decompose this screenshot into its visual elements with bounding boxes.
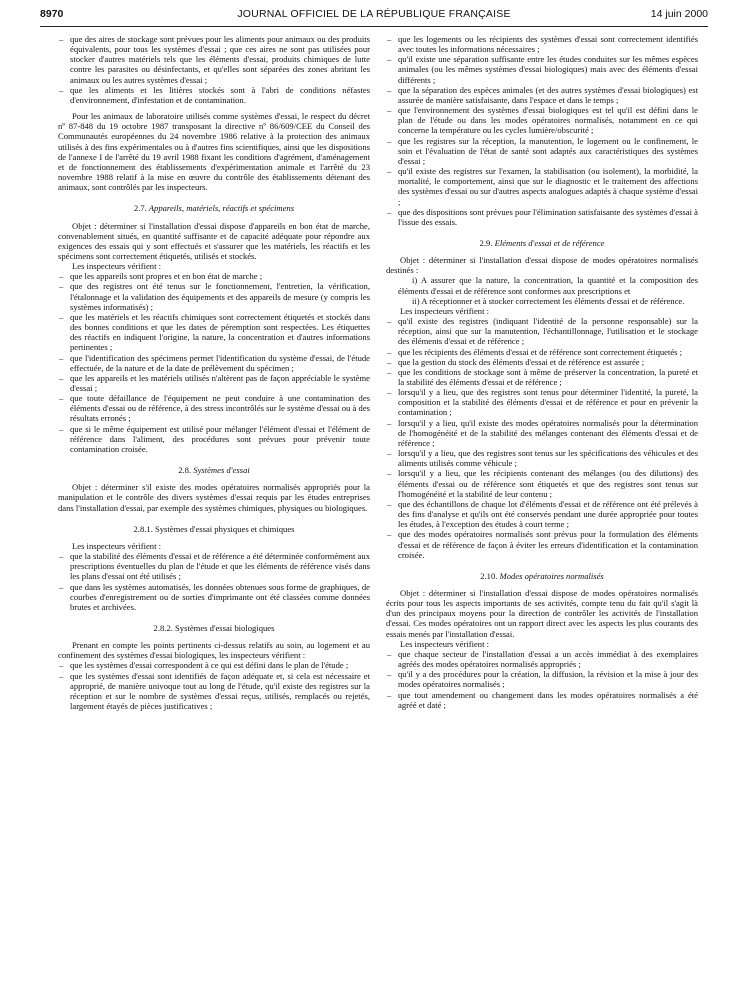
bullets-2-8-1 bbox=[58, 551, 370, 612]
paragraph-2-8-2: Prenant en compte les points pertinents ci-dessus relatifs au soin, au logement et au confinement des systèmes d'essai biologiques, les inspecteurs vérifient : bbox=[58, 640, 370, 661]
list-item: – que des échantillons de chaque lot d'éléments d'essai et de référence ont été prélevés à des fins d'analyse et qu'ils ont été conservés pendant une durée appropriée pour toutes les études, à l'exception des études à court terme ; bbox=[386, 499, 698, 529]
list-item: – qu'il existe des registres sur l'examen, la stabilisation (ou isolement), la morbidité, la mortalité, le comportement, ainsi que sur le diagnostic et le traitement des affections des systèmes d'essai ou sur d'autres aspects analogues adaptés à chaque système d'essai ; bbox=[386, 166, 698, 207]
list-item: – lorsqu'il y a lieu, qu'il existe des modes opératoires normalisés pour la détermination de l'homogénéité et de la stabilité des mélanges contenant des éléments d'essai et de référence ; bbox=[386, 418, 698, 448]
list-item: – que des dispositions sont prévues pour l'élimination satisfaisante des systèmes d'essai à l'issue des essais. bbox=[386, 207, 698, 227]
page-header bbox=[40, 6, 708, 24]
right-bullets-top bbox=[386, 34, 698, 227]
list-item: – que les matériels et les réactifs chimiques sont correctement étiquetés et stockés dans des bonnes conditions et que les dates de péremption sont respectées. Les étiquettes des réactifs en indiquent l'origine, la nature, la concentration et d'autres informations pertinentes ; bbox=[58, 312, 370, 353]
subsection-heading-2-8-2: 2.8.2. Systèmes d'essai biologiques bbox=[153, 622, 275, 633]
list-item: – qu'il existe des registres (indiquant l'identité de la personne responsable) sur la réception, ainsi que sur la manutention, l'échantillonnage, l'utilisation et le stockage des éléments d'essai et de référence ; bbox=[386, 316, 698, 346]
right-column bbox=[386, 34, 698, 710]
list-item: – que tout amendement ou changement dans les modes opératoires normalisés a été agréé et daté ; bbox=[386, 690, 698, 710]
objet-2-7: Objet : déterminer si l'installation d'essai dispose d'appareils en bon état de marche, convenablement situés, en quantité suffisante et de capacité adéquate pour répondre aux exigences des essais qui y sont effectués et s'assurer que les matériels, les réactifs et les spécimens sont correctement étiquetés, utilisés et stockés. bbox=[58, 220, 370, 261]
bullets-2-10 bbox=[386, 649, 698, 710]
list-item: – que la gestion du stock des éléments d'essai et de référence est assurée ; bbox=[386, 357, 698, 367]
publication-date: 14 juin 2000 bbox=[650, 8, 708, 20]
subsection-heading-2-8-1: 2.8.1. Systèmes d'essai physiques et chimiques bbox=[133, 523, 295, 534]
list-item: – que les appareils et les matériels utilisés n'altèrent pas de façon appréciable le système d'essai ; bbox=[58, 373, 370, 393]
list-item: – que les systèmes d'essai correspondent à ce qui est défini dans le plan de l'étude ; bbox=[58, 660, 370, 670]
list-item: – qu'il existe une séparation suffisante entre les études conduites sur les mêmes espèces animales (ou les mêmes systèmes d'essai biologiques) mais avec des éléments d'essai différents ; bbox=[386, 54, 698, 84]
intro-2-8-1: Les inspecteurs vérifient : bbox=[72, 540, 162, 551]
list-item: – que l'environnement des systèmes d'essai biologiques est tel qu'il est défini dans le plan de l'étude ou dans les modes opératoires normalisés, notamment en ce qui concerne la température ou les cycles lumière/obscurité ; bbox=[386, 105, 698, 135]
item-i: i) A assurer que la nature, la concentration, la quantité et la composition des éléments d'essai et de référence sont conformes aux prescriptions et bbox=[398, 275, 698, 296]
bullets-2-9 bbox=[386, 316, 698, 560]
list-item: – que chaque secteur de l'installation d'essai a un accès immédiat à des exemplaires agréés des modes opératoires normalisés appropriés ; bbox=[386, 649, 698, 669]
left-column bbox=[58, 34, 370, 711]
page-number: 8970 bbox=[40, 8, 64, 20]
list-item: – que la séparation des espèces animales (et des autres systèmes d'essai biologiques) est assurée de manière satisfaisante, dans l'espace et dans le temps ; bbox=[386, 85, 698, 105]
section-heading-2-8: 2.8. Systèmes d'essai bbox=[178, 465, 250, 476]
section-heading-2-10: 2.10. Modes opératoires normalisés bbox=[480, 570, 604, 581]
objet-2-10: Objet : déterminer si l'installation d'essai dispose de modes opératoires normalisés écrits pour tous les aspects importants de ses activités, compte tenu du fait qu'il s'agit là d'un des principaux moyens pour la direction de contrôler les activités de l'installation d'essai. Ces modes opératoires ont un rapport direct avec les aspects les plus courants des essais menés par l'installation d'essai. bbox=[386, 587, 698, 639]
list-item: – que les logements ou les récipients des systèmes d'essai sont correctement identifiés avec toutes les informations nécessaires ; bbox=[386, 34, 698, 54]
left-bullets-top bbox=[58, 34, 370, 105]
section-heading-2-7: 2.7. Appareils, matériels, réactifs et spécimens bbox=[133, 203, 295, 214]
list-item: – que la stabilité des éléments d'essai et de référence a été déterminée conformément aux prescriptions éventuelles du plan de l'étude et que les éléments de référence visés dans les plans d'essai ont été utilisés ; bbox=[58, 551, 370, 581]
list-item: – lorsqu'il y a lieu, que des registres sont tenus pour déterminer l'identité, la pureté, la composition et la stabilité des éléments d'essai et de référence et pour en prévenir la contamination ; bbox=[386, 387, 698, 417]
objet-2-8: Objet : déterminer s'il existe des modes opératoires normalisés appropriés pour la manipulation et le contrôle des divers systèmes d'essai requis par les études entreprises dans l'installation d'essai, par exemple des systèmes chimiques, physiques ou biologiques. bbox=[58, 482, 370, 513]
list-item: – que les récipients des éléments d'essai et de référence sont correctement étiquetés ; bbox=[386, 347, 698, 357]
list-item: – lorsqu'il y a lieu, que les récipients contenant des mélanges (ou des dilutions) des éléments d'essai ou de référence sont étiquetés et que des registres sont tenus sur l'homogénéité et la stabilité de leur contenu ; bbox=[386, 468, 698, 498]
list-item: – que les systèmes d'essai sont identifiés de façon adéquate et, si cela est nécessaire et approprié, de manière univoque tout au long de l'étude, qu'il existe des registres sur la réception et sur le nombre de systèmes d'essai reçus, utilisés, remplacés ou rejetés, largement étayés de pièces justificatives ; bbox=[58, 671, 370, 712]
intro-2-7: Les inspecteurs vérifient : bbox=[72, 261, 162, 272]
list-item: – que des modes opératoires normalisés sont prévus pour la formulation des éléments d'essai et de référence de façon à éviter les erreurs d'identification et la contamination croisée. bbox=[386, 529, 698, 559]
list-item: – que l'identification des spécimens permet l'identification du système d'essai, de l'étude effectuée, de la nature et de la date de prélèvement du spécimen ; bbox=[58, 353, 370, 373]
bullets-2-7 bbox=[58, 271, 370, 454]
list-item: – que des registres ont été tenus sur le fonctionnement, l'entretien, la vérification, l'étalonnage et la validation des équipements et des appareils de mesure (y compris les systèmes informatisés) ; bbox=[58, 281, 370, 311]
list-item: – que des aires de stockage sont prévues pour les aliments pour animaux ou des produits équivalents, pour tous les systèmes d'essai ; que ces aires ne sont pas utilisées pour stocker d'autres matériels tels que les éléments d'essai, produits chimiques de lutte contre les parasites ou désinfectants, et qu'elles sont séparées des zones abritant les animaux ou les autres systèmes d'essai ; bbox=[58, 34, 370, 85]
list-item: – que les conditions de stockage sont à même de préserver la concentration, la pureté et la stabilité des éléments d'essai et de référence ; bbox=[386, 367, 698, 387]
header-rule bbox=[40, 26, 708, 27]
list-item: – que les aliments et les litières stockés sont à l'abri de conditions néfastes d'environnement, d'infestation et de contamination. bbox=[58, 85, 370, 105]
journal-title: JOURNAL OFFICIEL DE LA RÉPUBLIQUE FRANÇAISE bbox=[237, 8, 511, 20]
item-ii: ii) A réceptionner et à stocker correctement les éléments d'essai et de référence. bbox=[412, 295, 685, 306]
list-item: – lorsqu'il y a lieu, que des registres sont tenus sur les spécifications des véhicules et des aliments utilisés comme véhicule ; bbox=[386, 448, 698, 468]
objet-2-9: Objet : déterminer si l'installation d'essai dispose de modes opératoires normalisés destinés : bbox=[386, 255, 698, 276]
intro-2-10: Les inspecteurs vérifient : bbox=[400, 638, 490, 649]
list-item: – que si le même équipement est utilisé pour mélanger l'élément d'essai et l'élément de référence dans l'aliment, des procédures sont prévues pour prévenir toute contamination croisée. bbox=[58, 424, 370, 454]
list-item: – qu'il y a des procédures pour la création, la diffusion, la révision et la mise à jour des modes opératoires normalisés ; bbox=[386, 669, 698, 689]
bullets-2-8-2 bbox=[58, 660, 370, 711]
section-heading-2-9: 2.9. Eléments d'essai et de référence bbox=[479, 237, 605, 248]
list-item: – que toute défaillance de l'équipement ne peut conduire à une contamination des éléments d'essai ou de référence, à des stress incontrôlés sur le système d'essai ou à des résultats erronés ; bbox=[58, 393, 370, 423]
list-item: – que les registres sur la réception, la manutention, le logement ou le confinement, le soin et l'évaluation de l'état de santé sont adaptés aux caractéristiques des systèmes d'essai ; bbox=[386, 136, 698, 166]
paragraph-animals: Pour les animaux de laboratoire utilisés comme systèmes d'essai, le respect du décret nº 87-848 du 19 octobre 1987 transposant la directive nº 86/609/CEE du Conseil des Communautés européennes du 24 novembre 1986 relative à la protection des animaux utilisés à des fins expérimentales ou à d'autres fins scientifiques, ainsi que les dispositions de l'annexe I de l'arrêté du 19 avril 1988 fixant les conditions d'agrément, d'aménagement et de fonctionnement des établissements d'expérimentation animale et l'arrêté du 23 novembre 1988 relatif à la mise en œuvre du contrôle des établissements détenant des animaux, sont contrôlés par les inspecteurs. bbox=[58, 111, 370, 193]
list-item: – que dans les systèmes automatisés, les données obtenues sous forme de graphiques, de courbes d'enregistrement ou de sorties d'imprimante ont été classées comme données brutes et archivées. bbox=[58, 582, 370, 612]
list-item: – que les appareils sont propres et en bon état de marche ; bbox=[58, 271, 370, 281]
intro-2-9: Les inspecteurs vérifient : bbox=[400, 305, 490, 316]
